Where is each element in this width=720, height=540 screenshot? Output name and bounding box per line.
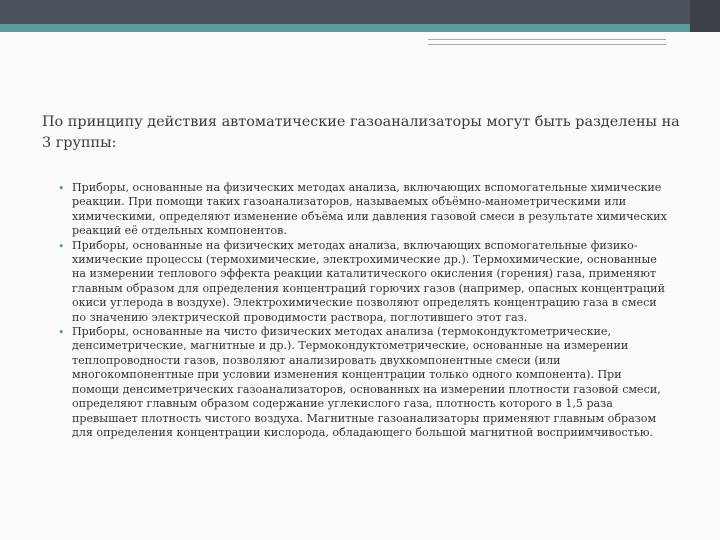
bullet-icon: •: [58, 326, 65, 340]
list-item: [42, 325, 672, 440]
bullet-icon: •: [58, 239, 65, 253]
lead-paragraph: По принципу действия автоматические газоанализаторы могут быть разделены на 3 группы:: [42, 114, 680, 151]
header-bar-edge: [690, 0, 720, 32]
list-item-text: Приборы, основанные на чисто физических методах анализа (термокондуктометрические, денсиметрические, магнитные и др.). Термокондуктометрические, основанные на измерении теплопроводности газов, позволяют анализировать двухкомпонентные смеси (или многокомпонентные при условии изменения концентрации только одного компонента). При помощи денсиметрических газоанализаторов, основанных на измерении плотности газовой смеси, определяют главным образом содержание углекислого газа, плотность которого в 1,5 раза превышает плотность чистого воздуха. Магнитные газоанализаторы применяют главным образом для определения концентрации кислорода, обладающего большой магнитной восприимчивостью.: [72, 325, 661, 439]
bullet-list: [42, 181, 672, 440]
decorative-rule-bottom: [428, 44, 666, 45]
list-item-text: Приборы, основанные на физических методах анализа, включающих вспомогательные химические реакции. При помощи таких газоанализаторов, называемых объёмно-манометрическими или химическими, определяют изменение объёма или давления газовой смеси в результате химических реакций её отдельных компонентов.: [72, 181, 667, 238]
bullet-icon: •: [58, 182, 65, 195]
decorative-rule-top: [428, 39, 666, 40]
header-bar: [0, 0, 720, 24]
list-item: [42, 181, 672, 239]
list-item: [42, 239, 672, 325]
accent-stripe-left: [0, 24, 412, 32]
list-item-text: Приборы, основанные на физических методах анализа, включающих вспомогательные физико-химические процессы (термохимические, электрохимические др.). Термохимические, основанные на измерении теплового эффекта реакции каталитического окисления (горения) газа, применяют главным образом для определения концентраций горючих газов (например, опасных концентраций окиси углерода в воздухе). Электрохимические позволяют определять концентрацию газа в смеси по значению электрической проводимости раствора, поглотившего этот газ.: [72, 238, 665, 324]
accent-stripe-right: [412, 24, 720, 32]
